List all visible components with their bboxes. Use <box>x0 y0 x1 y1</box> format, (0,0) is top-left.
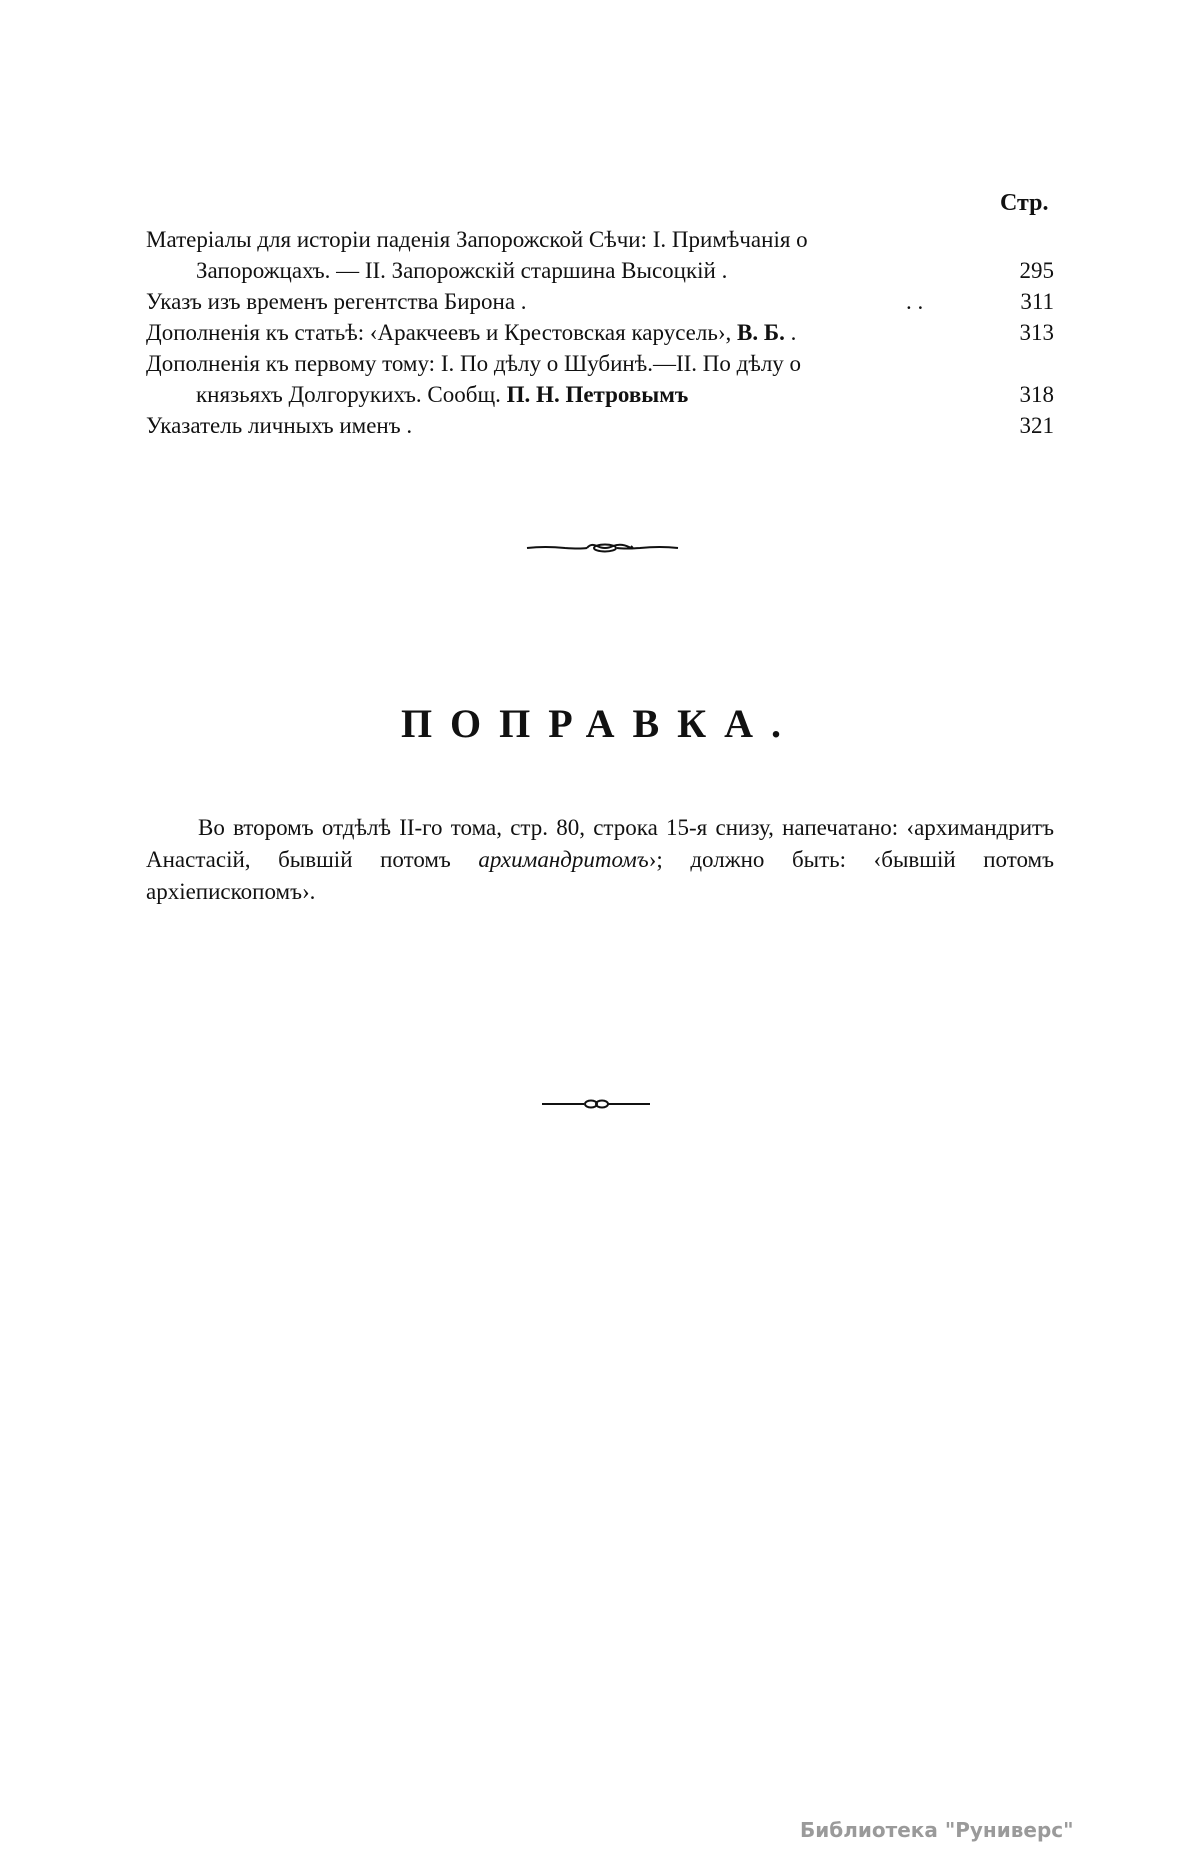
library-watermark: Библиотека "Руниверс" <box>800 1818 1074 1842</box>
toc-leader-dots: . . <box>906 289 924 314</box>
ornament-divider <box>525 540 680 556</box>
correction-italic: архимандритомъ <box>478 847 649 872</box>
toc-entry-text: Дополненія къ статьѣ: ‹Аракчеевъ и Крестовская карусель›, <box>146 320 738 345</box>
toc-entry-line <box>146 317 1058 348</box>
toc-entry-text: князьяхъ Долгорукихъ. Сообщ. <box>196 382 507 407</box>
toc-entry-text: Запорожцахъ. — II. Запорожскій старшина Высоцкій . <box>196 258 728 283</box>
toc-entry-materials <box>146 224 1058 286</box>
toc-page-number: 295 <box>1019 258 1054 283</box>
toc-entry-text: Указъ изъ временъ регентства Бирона . <box>146 289 527 314</box>
toc-page-number: 318 <box>1019 382 1054 407</box>
toc-entry-line <box>146 286 1058 317</box>
toc-entry-first-volume <box>146 348 1058 410</box>
toc-entry-text: . <box>784 320 797 345</box>
correction-text-part: ›; должно быть: ‹бывшій потомъ архіепископомъ›. <box>146 847 1054 904</box>
toc-page-number: 313 <box>1019 320 1054 345</box>
table-of-contents <box>146 224 1058 441</box>
toc-entry-text: Указатель личныхъ именъ . <box>146 413 413 438</box>
ornament-divider-small <box>540 1098 652 1110</box>
section-heading: ПОПРАВКА. <box>400 701 800 746</box>
toc-page-number: 321 <box>1019 413 1054 438</box>
toc-entry-line <box>146 379 1058 410</box>
toc-entry-ukaz <box>146 286 1058 317</box>
toc-entry-line: Матеріалы для исторіи паденія Запорожской Сѣчи: I. Примѣчанія о <box>146 227 808 252</box>
correction-paragraph <box>146 812 1054 908</box>
toc-entry-index <box>146 410 1058 441</box>
correction-text-part: Во второмъ отдѣлѣ II-го тома, стр. 80, строка 15-я снизу, напечатано: ‹архимандритъ Анастасій, бывшій потомъ <box>146 815 1054 872</box>
toc-entry-line <box>146 410 1058 441</box>
toc-author: П. Н. Петровымъ <box>506 382 689 407</box>
toc-entry-line: Дополненія къ первому тому: I. По дѣлу о Шубинѣ.—II. По дѣлу о <box>146 351 802 376</box>
correction-text <box>146 812 1054 908</box>
toc-page-column-header: Стр. <box>1000 190 1049 216</box>
toc-entry-line <box>146 255 1058 286</box>
toc-entry-arakcheev <box>146 317 1058 348</box>
toc-page-number: 311 <box>1020 289 1054 314</box>
toc-author: В. Б. <box>737 320 785 345</box>
